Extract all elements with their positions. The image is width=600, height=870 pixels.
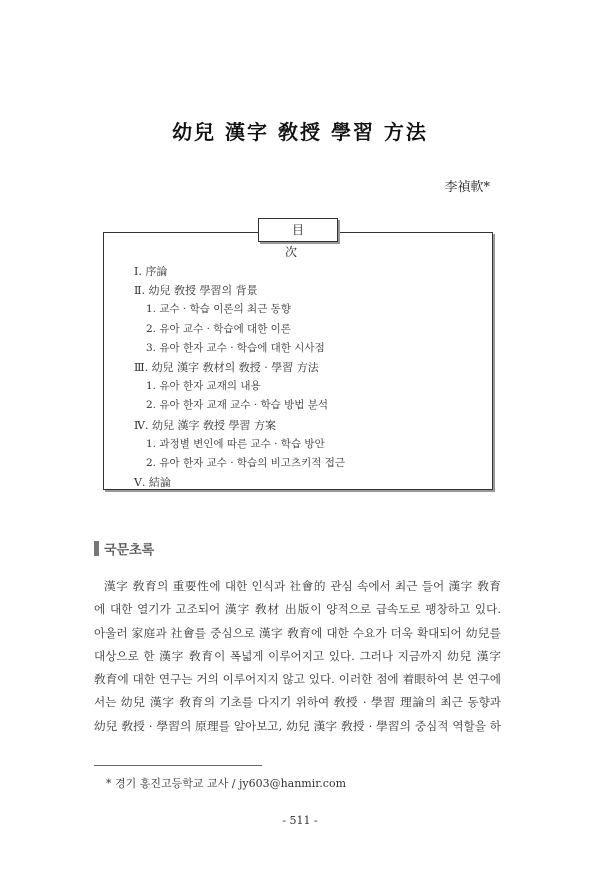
page-number: - 511 - [282,814,318,827]
toc-subitem: 1. 교수 · 학습 이론의 최근 동향 [146,303,291,316]
toc-subitem: 1. 과정별 변인에 따른 교수 · 학습 방안 [146,437,325,450]
toc-item: Ⅴ. 結論 [134,476,171,490]
paper-title: 幼兒 漢字 敎授 學習 方法 [172,120,428,144]
toc-subitem: 2. 유아 한자 교재 교수 · 학습 방법 분석 [146,399,329,412]
toc-item: Ⅰ. 序論 [134,265,168,278]
abstract-line: 에 대한 열기가 고조되어 漢字 敎材 出版이 양적으로 급속도로 팽창하고 있다. [94,602,501,617]
toc-subitem: 2. 유아 한자 교수 · 학습의 비고츠키적 접근 [146,456,346,469]
toc-item: Ⅲ. 幼兒 漢字 敎材의 敎授 · 學習 方法 [134,360,319,374]
toc-subitem: 1. 유아 한자 교재의 내용 [146,380,261,393]
abstract-body [94,575,501,738]
abstract-heading [94,540,154,556]
abstract-line: 아울러 家庭과 社會를 중심으로 漢字 敎育에 대한 수요가 더욱 확대되어 幼兒를 [94,625,501,640]
abstract-line: 幼兒 敎授 · 學習의 原理를 알아보고, 幼兒 漢字 敎授 · 學習의 중심적 역할을 하 [94,718,501,733]
toc-label: 目 次 [258,218,338,242]
author-name: 李禎軟* [444,180,490,195]
toc-item: Ⅱ. 幼兒 敎授 學習의 背景 [134,284,258,298]
heading-bar-icon [94,541,99,556]
footnote: * 경기 홍진고등학교 교사 / jy603@hanmir.com [106,777,347,790]
abstract-line: 漢字 敎育의 重要性에 대한 인식과 社會的 관심 속에서 최근 들어 漢字 敎育 [104,579,501,593]
abstract-line: 敎育에 대한 연구는 거의 이루어지지 않고 있다. 이러한 점에 着眼하여 본 연구에 [94,672,501,687]
toc-item: Ⅳ. 幼兒 漢字 敎授 學習 方案 [134,418,276,432]
toc-list [134,262,345,492]
footnote-divider [94,765,262,766]
toc-subitem: 2. 유아 교수 · 학습에 대한 이론 [146,322,291,335]
toc-subitem: 3. 유아 한자 교수 · 학습에 대한 시사점 [146,341,325,354]
abstract-heading-text: 국문초록 [104,542,155,558]
abstract-line: 대상으로 한 漢字 敎育이 폭넓게 이루어지고 있다. 그러나 지금까지 幼兒 漢字 [94,648,501,663]
abstract-line: 서는 幼兒 漢字 敎育의 기초를 다지기 위하여 敎授 · 學習 理論의 최근 동향과 [94,695,501,710]
